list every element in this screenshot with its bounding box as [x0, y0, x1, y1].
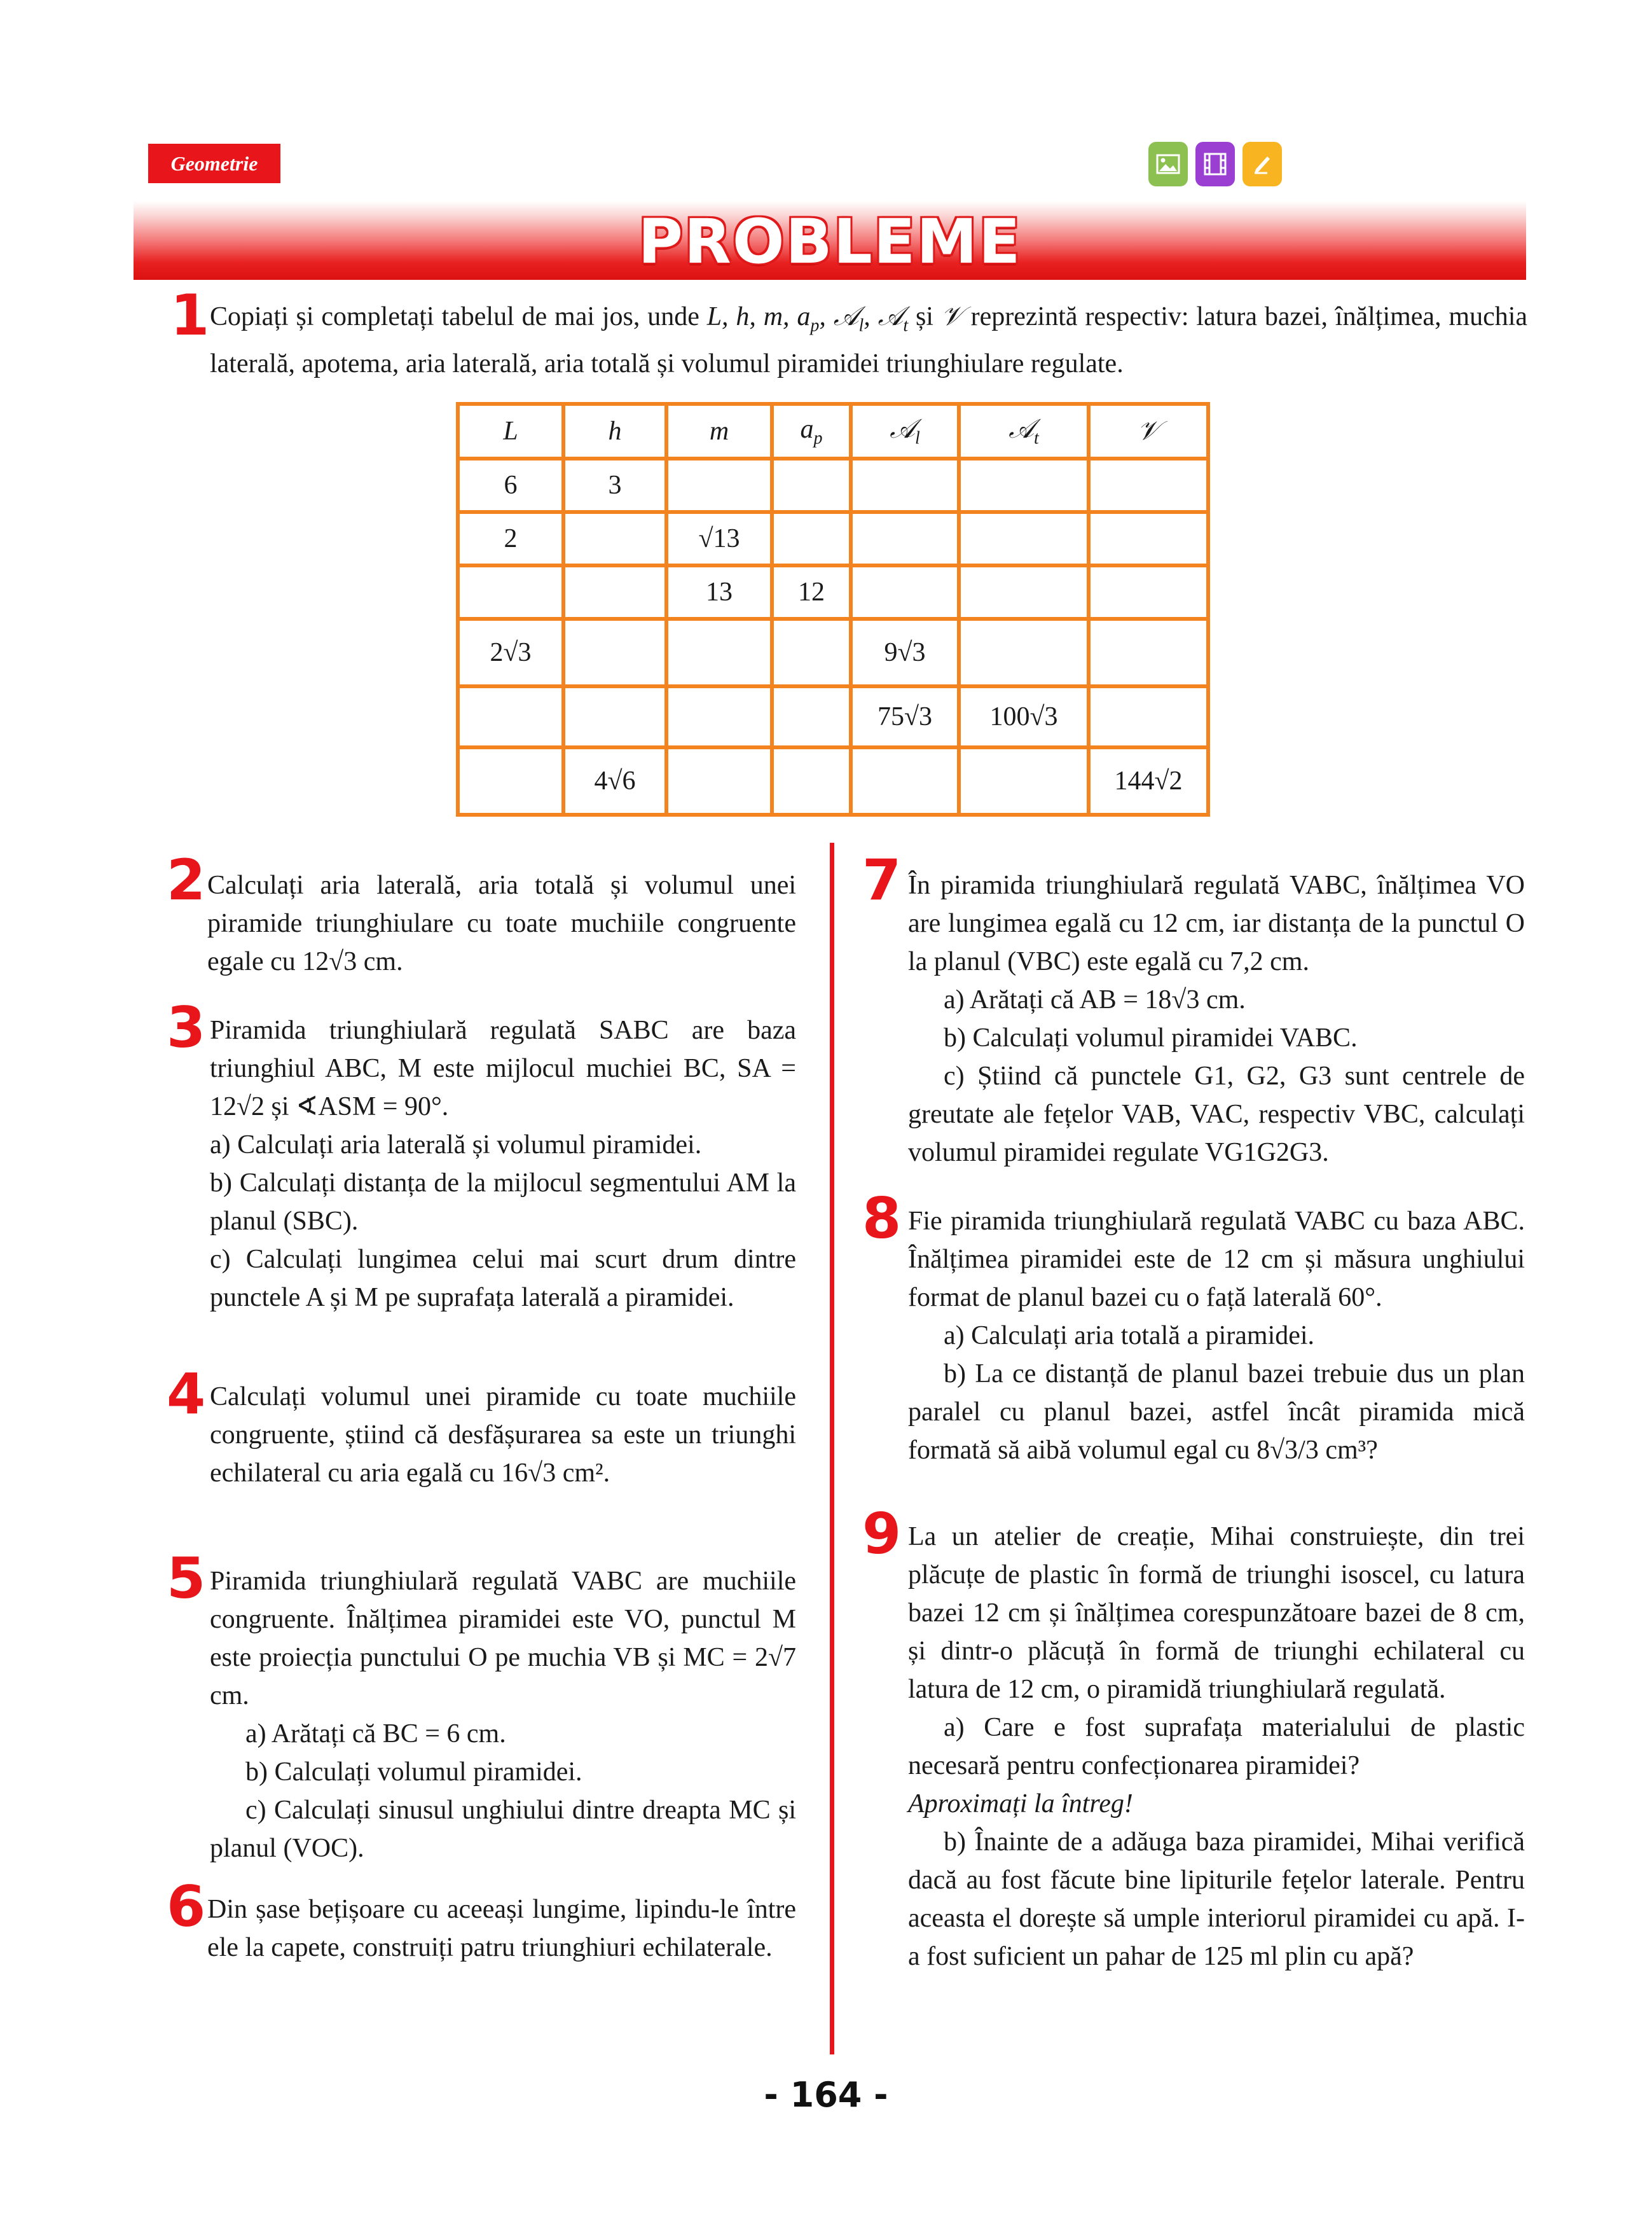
film-icon[interactable] — [1195, 142, 1235, 186]
table-cell: 6 — [458, 459, 563, 512]
table-header-cell: 𝒜$_l$ — [851, 404, 959, 459]
table-cell: 144√2 — [1089, 747, 1208, 815]
table-cell: √13 — [666, 512, 772, 565]
table-cell — [563, 686, 666, 747]
table-header-cell: h — [563, 404, 666, 459]
table-cell — [959, 512, 1089, 565]
problem-9-text: La un atelier de creație, Mihai construiește, din trei plăcuțe de plastic în formă de triunghi isoscel, cu latura bazei 12 cm și înălțimea corespunzătoare bazei de 8 cm, și dintr-o plăcuță în formă de triunghi echilateral cu latura de 12 cm, o piramidă triunghiulară regulată. a) Care e fost suprafața materialului de plastic necesară pentru confecționarea piramidei? Aproximați la întreg! b) Înainte de a adăuga baza piramidei, Mihai verifică dacă au fost făcute bine lipiturile fețelor laterale. Pentru aceasta el dorește să umple interiorul piramidei cu apă. I-a fost suficient un pahar de 125 ml plin cu apă? — [908, 1518, 1525, 1976]
problem-7-c: c) Știind că punctele G1, G2, G3 sunt centrele de greutate ale fețelor VAB, VAC, respectiv VBC, calculați volumul piramidei regulate VG1G2G3. — [908, 1062, 1525, 1167]
problem-5-c: c) Calculați sinusul unghiului dintre dreapta MC și planul (VOC). — [210, 1796, 796, 1863]
problem-3-a: a) Calculați aria laterală și volumul piramidei. — [210, 1130, 702, 1160]
problem-5-a: a) Arătați că BC = 6 cm. — [245, 1719, 506, 1749]
table-row — [458, 512, 1208, 565]
table-header-row — [458, 404, 1208, 459]
table-cell: 9√3 — [851, 619, 959, 686]
table-cell — [563, 512, 666, 565]
problem-9-note: Aproximați la întreg! — [908, 1789, 1133, 1818]
problem-1-table — [456, 402, 1210, 817]
header-icons — [1148, 142, 1282, 186]
table-cell — [851, 459, 959, 512]
table-header-cell: 𝒜$_t$ — [959, 404, 1089, 459]
p1-text-a: Copiați și completați tabelul de mai jos, unde — [210, 302, 707, 331]
problem-2-text: Calculați aria laterală, aria totală și volumul unei piramide triunghiulare cu toate muchiile congruente egale cu 12√3 cm. — [207, 871, 796, 976]
table-cell — [772, 619, 851, 686]
page-title: PROBLEME — [638, 206, 1022, 277]
table-cell — [1089, 512, 1208, 565]
table-cell: 13 — [666, 565, 772, 619]
table-cell — [1089, 686, 1208, 747]
problem-3-b: b) Calculați distanța de la mijlocul segmentului AM la planul (SBC). — [210, 1168, 796, 1236]
page-number: - 164 - — [764, 2075, 888, 2115]
problem-9-a: a) Care e fost suprafața materialului de plastic necesară pentru confecționarea piramidei? — [908, 1713, 1525, 1780]
table-cell — [772, 686, 851, 747]
table-cell — [458, 565, 563, 619]
table-cell — [772, 512, 851, 565]
table-cell — [772, 459, 851, 512]
problem-7-text: În piramida triunghiulară regulată VABC, înălțimea VO are lungimea egală cu 12 cm, iar distanța de la punctul O la planul (VBC) este egală cu 7,2 cm. a) Arătați că AB = 18√3 cm. b) Calculați volumul piramidei VABC. c) Știind că punctele G1, G2, G3 sunt centrele de greutate ale fețelor VAB, VAC, respectiv VBC, calculați volumul piramidei regulate VG1G2G3. — [908, 866, 1525, 1172]
table-row — [458, 686, 1208, 747]
table-cell — [959, 565, 1089, 619]
problem-number-8: 8 — [862, 1186, 902, 1251]
problem-7-b: b) Calculați volumul piramidei VABC. — [944, 1023, 1358, 1053]
table-cell — [772, 747, 851, 815]
table-cell — [851, 512, 959, 565]
problem-9-b: b) Înainte de a adăuga baza piramidei, Mihai verifică dacă au fost făcute bine lipiturile fețelor laterale. Pentru aceasta el dorește să umple interiorul piramidei cu apă. I-a fost suficient un pahar de 125 ml plin cu apă? — [908, 1827, 1525, 1971]
problem-8-a: a) Calculați aria totală a piramidei. — [944, 1321, 1315, 1350]
table-header-cell: 𝒱 — [1089, 404, 1208, 459]
problem-8-b: b) La ce distanță de planul bazei trebuie dus un plan paralel cu planul bazei, astfel încât piramida mică formată să aibă volumul egal cu 8√3/3 cm³? — [908, 1359, 1525, 1465]
table-header-cell: L — [458, 404, 563, 459]
table-cell: 2√3 — [458, 619, 563, 686]
table-cell: 100√3 — [959, 686, 1089, 747]
image-icon[interactable] — [1148, 142, 1188, 186]
problem-5-b: b) Calculați volumul piramidei. — [245, 1757, 582, 1787]
table-cell — [666, 747, 772, 815]
table-cell — [666, 686, 772, 747]
table-cell — [1089, 459, 1208, 512]
problem-number-2: 2 — [167, 847, 206, 913]
table-header-cell: m — [666, 404, 772, 459]
p1-text-b: reprezintă respectiv: latura bazei, înălțimea, muchia laterală, apotema, aria laterală, aria totală și volumul piramidei triunghiulare regulate. — [210, 302, 1528, 379]
table-cell — [666, 619, 772, 686]
problem-4-text: Calculați volumul unei piramide cu toate muchiile congruente, știind că desfășurarea sa este un triunghi echilateral cu aria egală cu 16√3 cm². — [210, 1382, 796, 1488]
problem-5-text: Piramida triunghiulară regulată VABC are muchiile congruente. Înălțimea piramidei este VO, punctul M este proiecția punctului O pe muchia VB și MC = 2√7 cm. a) Arătați că BC = 6 cm. b) Calculați volumul piramidei. c) Calculați sinusul unghiului dintre dreapta MC și planul (VOC). — [210, 1562, 796, 1867]
problem-number-5: 5 — [167, 1546, 206, 1611]
table-cell — [851, 565, 959, 619]
table-row — [458, 747, 1208, 815]
pencil-icon[interactable] — [1242, 142, 1282, 186]
table-row — [458, 565, 1208, 619]
table-cell — [959, 619, 1089, 686]
table-header-cell: $a_p$ — [772, 404, 851, 459]
table-cell — [959, 459, 1089, 512]
table-cell — [458, 747, 563, 815]
problem-1-text: Copiați și completați tabelul de mai jos, unde L, h, m, $a_p$, 𝒜$_l$, 𝒜$_t$ și 𝒱 reprezintă respectiv: latura bazei, înălțimea, muchia laterală, apotema, aria laterală, aria totală și volumul piramidei triunghiulare regulate. — [210, 302, 1528, 379]
table-cell — [666, 459, 772, 512]
table-cell — [458, 686, 563, 747]
problem-number-1: 1 — [170, 282, 210, 348]
table-cell — [959, 747, 1089, 815]
p1-vars: L, h, m, a — [706, 302, 811, 331]
table-row — [458, 619, 1208, 686]
problem-number-4: 4 — [167, 1361, 206, 1427]
table-cell — [563, 565, 666, 619]
section-tag: Geometrie — [148, 144, 280, 183]
table-row — [458, 459, 1208, 512]
table-cell — [563, 619, 666, 686]
column-divider — [830, 843, 834, 2054]
table-cell: 4√6 — [563, 747, 666, 815]
table-cell: 3 — [563, 459, 666, 512]
problem-3-text: Piramida triunghiulară regulată SABC are baza triunghiul ABC, M este mijlocul muchiei BC, SA = 12√2 și ∢ASM = 90°. a) Calculați aria laterală și volumul piramidei. b) Calculați distanța de la mijlocul segmentului AM la planul (SBC). c) Calculați lungimea celui mai scurt drum dintre punctele A și M pe suprafața laterală a piramidei. — [210, 1011, 796, 1317]
problem-8-text: Fie piramida triunghiulară regulată VABC cu baza ABC. Înălțimea piramidei este de 12 cm și măsura unghiului format de planul bazei cu o față laterală 60°. a) Calculați aria totală a piramidei. b) La ce distanță de planul bazei trebuie dus un plan paralel cu planul bazei, astfel încât piramida mică formată să aibă volumul egal cu 8√3/3 cm³? — [908, 1202, 1525, 1469]
problem-3-c: c) Calculați lungimea celui mai scurt drum dintre punctele A și M pe suprafața laterală a piramidei. — [210, 1245, 796, 1312]
table-cell — [1089, 619, 1208, 686]
problem-number-7: 7 — [862, 847, 902, 913]
title-banner — [134, 201, 1526, 280]
problem-7-a: a) Arătați că AB = 18√3 cm. — [944, 985, 1246, 1015]
problem-number-3: 3 — [167, 995, 206, 1060]
table-cell — [1089, 565, 1208, 619]
table-cell: 75√3 — [851, 686, 959, 747]
problem-number-9: 9 — [862, 1501, 902, 1567]
problem-number-6: 6 — [167, 1874, 206, 1939]
table-cell: 12 — [772, 565, 851, 619]
problem-6-text: Din șase bețișoare cu aceeași lungime, lipindu-le între ele la capete, construiți patru triunghiuri echilaterale. — [207, 1895, 796, 1962]
table-cell: 2 — [458, 512, 563, 565]
table-cell — [851, 747, 959, 815]
